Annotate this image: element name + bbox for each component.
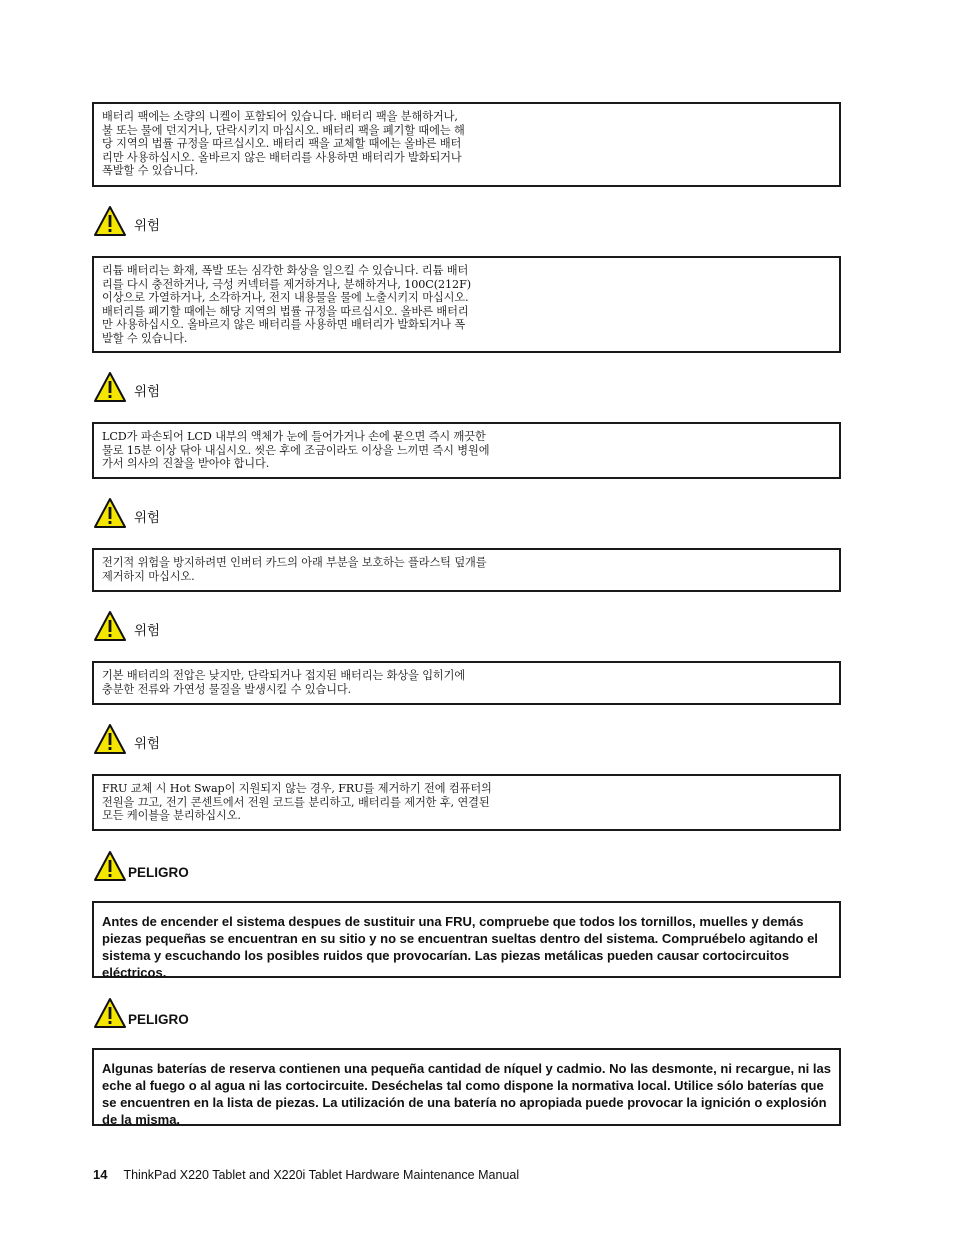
- warning-triangle-icon: [93, 371, 127, 403]
- danger-label: 위험: [134, 623, 161, 639]
- notice-box-es-backup-battery: [92, 1048, 841, 1126]
- danger-heading: [93, 495, 160, 531]
- notice-text: 전기적 위험을 방지하려면 인버터 카드의 아래 부분을 보호하는 플라스틱 덮개를 제거하지 마십시오.: [102, 556, 487, 583]
- peligro-heading: [93, 995, 189, 1031]
- manual-title: ThinkPad X220 Tablet and X220i Tablet Hardware Maintenance Manual: [123, 1168, 520, 1182]
- danger-label: 위험: [134, 218, 161, 234]
- notice-text: 배터리 팩에는 소량의 니켈이 포함되어 있습니다. 배터리 팩을 분해하거나, 불 또는 물에 던지거나, 단락시키지 마십시오. 배터리 팩을 폐기할 때에는 해 당 지역의 법률 규정을 따르십시오. 배터리 팩을 교체할 때에는 올바른 배터 리만 사용하십시오. 올바르지 않은 배터리를 사용하면 배터리가 발화되거나 폭발할 수 있습니다.: [102, 110, 465, 178]
- warning-triangle-icon: [93, 850, 127, 882]
- notice-text: FRU 교체 시 Hot Swap이 지원되지 않는 경우, FRU를 제거하기 전에 컴퓨터의 전원을 끄고, 전기 콘센트에서 전원 코드를 분리하고, 배터리를 제거한 후, 연결된 모든 케이블을 분리하십시오.: [102, 782, 492, 823]
- danger-label: 위험: [134, 510, 161, 526]
- notice-box-lithium-battery: [92, 256, 841, 353]
- notice-box-fru-hotswap: [92, 774, 841, 831]
- notice-box-nickel-battery: [92, 102, 841, 187]
- danger-label: 위험: [134, 736, 161, 752]
- danger-heading: [93, 608, 160, 644]
- notice-text: Algunas baterías de reserva contienen una pequeña cantidad de níquel y cadmio. No las desmonte, ni recargue, ni las eche al fuego o al agua ni las cortocircuite. Deséchelas tal como dispone la normativa local. Utilice sólo baterías que se encuentren en la lista de piezas. La utilización de una batería no apropiada puede provocar la ignición o explosión de la misma.: [102, 1061, 831, 1127]
- warning-triangle-icon: [93, 997, 127, 1029]
- peligro-label: PELIGRO: [128, 1011, 189, 1027]
- notice-box-es-fru-screws: [92, 901, 841, 978]
- notice-box-main-battery: [92, 661, 841, 705]
- notice-text: 기본 배터리의 전압은 낮지만, 단락되거나 접지된 배터리는 화상을 입히기에 충분한 전류와 가연성 물질을 발생시킬 수 있습니다.: [102, 669, 466, 696]
- warning-triangle-icon: [93, 723, 127, 755]
- notice-text: Antes de encender el sistema despues de sustituir una FRU, compruebe que todos los tornillos, muelles y demás piezas pequeñas se encuentran en su sitio y no se encuentran sueltas dentro del sistema. Compruébelo agitando el sistema y escuchando los posibles ruidos que provocarían. Las piezas metálicas pueden causar cortocircuitos eléctricos.: [102, 914, 818, 980]
- warning-triangle-icon: [93, 497, 127, 529]
- warning-triangle-icon: [93, 205, 127, 237]
- page-number: 14: [93, 1167, 108, 1182]
- danger-heading: [93, 203, 160, 239]
- notice-box-lcd: [92, 422, 841, 479]
- danger-heading: [93, 369, 160, 405]
- page-footer: [93, 1167, 519, 1182]
- notice-text: 리튬 배터리는 화재, 폭발 또는 심각한 화상을 일으킬 수 있습니다. 리튬 배터 리를 다시 충전하거나, 극성 커넥터를 제거하거나, 분해하거나, 100C(212F) 이상으로 가열하거나, 소각하거나, 전지 내용물을 물에 노출시키지 마십시오. 배터리를 폐기할 때에는 해당 지역의 법률 규정을 따르십시오. 올바른 배터리 만 사용하십시오. 올바르지 않은 배터리를 사용하면 배터리가 발화되거나 폭 발할 수 있습니다.: [102, 264, 472, 345]
- warning-triangle-icon: [93, 610, 127, 642]
- notice-box-inverter: [92, 548, 841, 592]
- danger-heading: [93, 721, 160, 757]
- peligro-label: PELIGRO: [128, 864, 189, 880]
- peligro-heading: [93, 848, 189, 884]
- notice-text: LCD가 파손되어 LCD 내부의 액체가 눈에 들어가거나 손에 묻으면 즉시 깨끗한 물로 15분 이상 닦아 내십시오. 씻은 후에 조금이라도 이상을 느끼면 즉시 병원에 가서 의사의 진찰을 받아야 합니다.: [102, 430, 490, 471]
- danger-label: 위험: [134, 384, 161, 400]
